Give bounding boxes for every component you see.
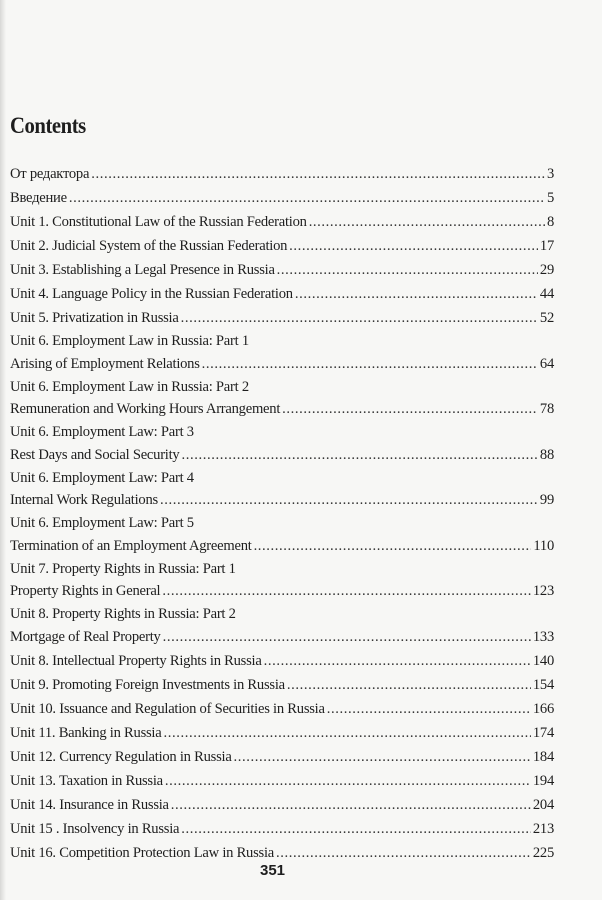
toc-line [10, 745, 554, 769]
toc-line [10, 769, 554, 793]
toc-entry [10, 603, 554, 648]
toc-line [10, 210, 554, 234]
toc-entry [10, 282, 554, 306]
toc-line [10, 330, 554, 353]
dot-leader [181, 306, 538, 330]
toc-entry [10, 234, 554, 258]
toc-entry-page: 88 [539, 446, 554, 463]
toc-line [10, 398, 554, 421]
page-number: 351 [259, 862, 286, 879]
toc-entry-page: 8 [546, 214, 554, 230]
toc-line [10, 817, 554, 841]
toc-entry-page: 110 [533, 537, 554, 554]
toc-entry [10, 306, 554, 330]
dot-leader [309, 210, 545, 234]
toc-entry-page: 3 [546, 166, 554, 182]
toc-entry-title: Unit 6. Employment Law: Part 3 [10, 424, 194, 440]
toc-entry-title: Arising of Employment Relations [10, 355, 200, 372]
toc-line [10, 467, 554, 490]
toc-entry [10, 841, 554, 865]
dot-leader [276, 841, 531, 865]
toc-entry-title: Termination of an Employment Agreement [10, 537, 252, 554]
toc-entry-title: Property Rights in General [10, 583, 161, 599]
toc-entry-page: 166 [532, 700, 554, 717]
dot-leader [287, 673, 531, 697]
toc-entry-page: 64 [539, 355, 554, 372]
toc-entry [10, 721, 554, 745]
dot-leader [289, 234, 538, 258]
dot-leader [277, 258, 538, 282]
toc-entry-title: Unit 6. Employment Law in Russia: Part 2 [10, 378, 249, 395]
toc-line [10, 376, 554, 399]
toc-entry-page: 194 [532, 772, 554, 789]
dot-leader [91, 162, 545, 186]
toc-entry [10, 769, 554, 793]
toc-line [10, 580, 554, 603]
toc-line [10, 258, 554, 282]
toc-entry [10, 186, 554, 210]
toc-entry-page: 29 [539, 262, 554, 278]
toc-entry-title: Unit 2. Judicial System of the Russian Federation [10, 238, 288, 254]
toc-entry [10, 793, 554, 817]
dot-leader [295, 282, 538, 306]
toc-entry-title: От редактора [10, 166, 90, 182]
toc-entry [10, 697, 554, 721]
toc-entry-page: 52 [539, 310, 554, 326]
toc-line [10, 626, 554, 649]
dot-leader [327, 697, 531, 721]
dot-leader [162, 580, 531, 603]
page-edge-shadow [0, 0, 6, 900]
toc-entry-title: Unit 12. Currency Regulation in Russia [10, 748, 232, 765]
toc-entry-title: Remuneration and Working Hours Arrangement [10, 401, 281, 417]
toc-entry-title: Unit 16. Competition Protection Law in Russia [10, 844, 274, 861]
toc-entry [10, 467, 554, 512]
toc-entry-title: Unit 15 . Insolvency in Russia [10, 820, 180, 837]
dot-leader [160, 489, 538, 512]
toc-entry-title: Unit 8. Property Rights in Russia: Part 2 [10, 606, 236, 622]
dot-leader [181, 444, 537, 467]
toc-entry-title: Mortgage of Real Property [10, 628, 161, 645]
toc-line [10, 841, 554, 865]
toc-entry-page: 17 [539, 238, 554, 254]
toc-line [10, 489, 554, 512]
toc-entry-title: Unit 6. Employment Law in Russia: Part 1 [10, 333, 249, 349]
toc-entry-page: 184 [532, 748, 554, 765]
toc-entry-page: 78 [539, 401, 554, 417]
toc-line [10, 186, 554, 210]
dot-leader [165, 769, 531, 793]
toc-line [10, 444, 554, 467]
toc-entry-page: 123 [532, 583, 554, 599]
toc-line [10, 673, 554, 697]
toc-entry-page: 133 [532, 628, 554, 645]
dot-leader [163, 626, 531, 649]
dot-leader [254, 535, 532, 558]
toc-entry-title: Unit 10. Issuance and Regulation of Securities in Russia [10, 700, 325, 717]
toc-entry [10, 649, 554, 673]
toc-line [10, 721, 554, 745]
dot-leader [234, 745, 531, 769]
toc-entry-title: Unit 11. Banking in Russia [10, 724, 162, 741]
dot-leader [171, 793, 531, 817]
toc-entry [10, 558, 554, 603]
toc-line [10, 234, 554, 258]
toc-entry-page: 154 [532, 676, 554, 693]
toc-entry [10, 330, 554, 375]
toc-entry-title: Unit 14. Insurance in Russia [10, 796, 169, 813]
toc-line [10, 535, 554, 558]
toc-line [10, 162, 554, 186]
toc-line [10, 697, 554, 721]
dot-leader [69, 186, 545, 210]
toc-entry [10, 210, 554, 234]
toc-line [10, 353, 554, 376]
toc-line [10, 793, 554, 817]
toc-entry-page: 174 [532, 724, 554, 741]
toc-entry-page: 5 [546, 190, 554, 206]
toc-entry-title: Unit 5. Privatization in Russia [10, 310, 179, 326]
toc-entry-page: 140 [532, 652, 554, 669]
toc-entry [10, 673, 554, 697]
toc-entry-title: Unit 13. Taxation in Russia [10, 772, 163, 789]
toc-entry [10, 162, 554, 186]
dot-leader [282, 398, 538, 421]
toc-line [10, 512, 554, 535]
toc-entry-title: Unit 6. Employment Law: Part 5 [10, 515, 194, 531]
toc-entry-title: Unit 3. Establishing a Legal Presence in Russia [10, 262, 275, 278]
dot-leader [181, 817, 531, 841]
toc-entry-page: 225 [532, 844, 554, 861]
table-of-contents [10, 162, 554, 865]
toc-entry-title: Unit 7. Property Rights in Russia: Part 1 [10, 560, 236, 577]
toc-line [10, 649, 554, 673]
toc-entry [10, 817, 554, 841]
toc-line [10, 306, 554, 330]
toc-entry-title: Unit 6. Employment Law: Part 4 [10, 469, 194, 486]
toc-entry-page: 44 [539, 286, 554, 302]
toc-entry-page: 99 [539, 492, 554, 508]
toc-line [10, 603, 554, 626]
toc-entry [10, 258, 554, 282]
toc-entry-title: Internal Work Regulations [10, 492, 158, 508]
toc-line [10, 282, 554, 306]
toc-line [10, 558, 554, 581]
dot-leader [202, 353, 538, 376]
toc-entry-title: Unit 9. Promoting Foreign Investments in Russia [10, 676, 285, 693]
toc-entry [10, 745, 554, 769]
toc-entry-title: Введение [10, 190, 67, 206]
toc-entry-page: 204 [532, 796, 554, 813]
toc-entry-title: Unit 4. Language Policy in the Russian Federation [10, 286, 293, 302]
toc-entry-title: Unit 1. Constitutional Law of the Russian Federation [10, 214, 307, 230]
toc-entry-title: Rest Days and Social Security [10, 446, 180, 463]
contents-heading: Contents [10, 113, 86, 138]
dot-leader [163, 721, 530, 745]
dot-leader [264, 649, 531, 673]
toc-entry [10, 376, 554, 421]
toc-line [10, 421, 554, 444]
toc-entry-title: Unit 8. Intellectual Property Rights in Russia [10, 652, 262, 669]
toc-entry [10, 512, 554, 557]
toc-entry [10, 421, 554, 466]
toc-entry-page: 213 [532, 820, 554, 837]
